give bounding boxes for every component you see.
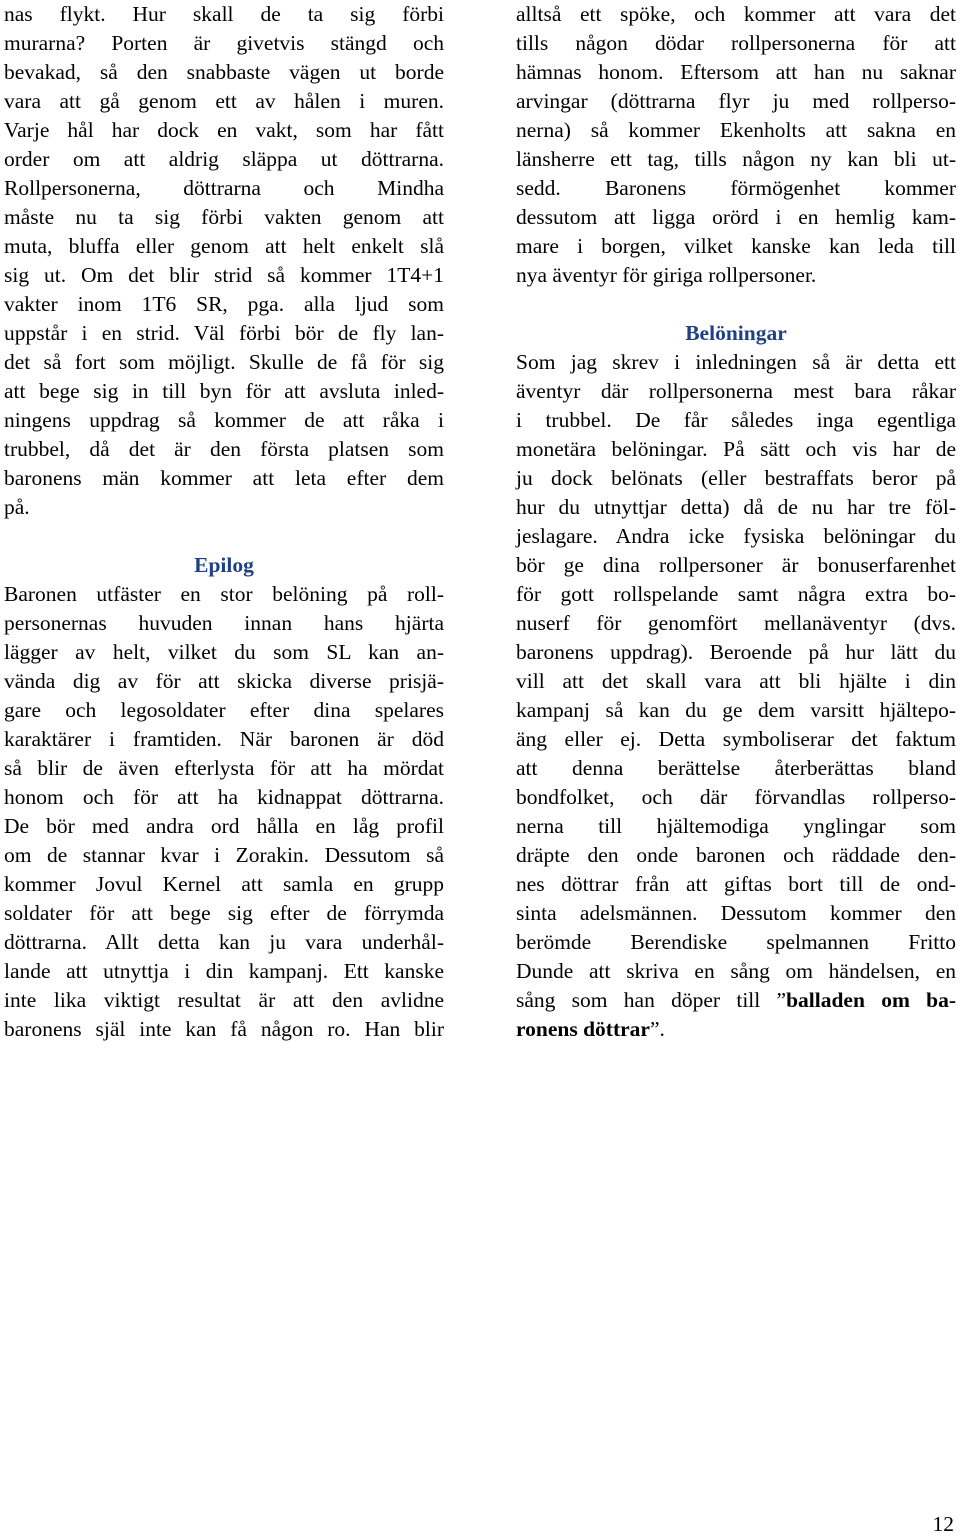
text-line: lägger av helt, vilket du som SL kan an- xyxy=(4,640,444,664)
text-line: nerna till hjältemodiga ynglingar som xyxy=(516,814,956,838)
text-segment: sång som han döper till ” xyxy=(516,988,787,1012)
bold-title-text: ronens döttrar xyxy=(516,1017,650,1041)
text-line: ju dock belönats (eller bestraffats beror på xyxy=(516,466,956,490)
text-line: nas flykt. Hur skall de ta sig förbi xyxy=(4,2,444,26)
text-line: kampanj så kan du ge dem varsitt hjältepo- xyxy=(516,698,956,722)
page-number: 12 xyxy=(932,1512,954,1536)
text-line: dräpte den onde baronen och räddade den- xyxy=(516,843,956,867)
text-line: i trubbel. De får således inga egentliga xyxy=(516,408,956,432)
text-line: nuserf för genomfört mellanäventyr (dvs. xyxy=(516,611,956,635)
text-line: murarna? Porten är givetvis stängd och xyxy=(4,31,444,55)
text-line: Dunde att skriva en sång om händelsen, en xyxy=(516,959,956,983)
text-line: tills någon dödar rollpersonerna för att xyxy=(516,31,956,55)
text-line: alltså ett spöke, och kommer att vara det xyxy=(516,2,956,26)
text-line: nya äventyr för giriga rollpersoner. xyxy=(516,263,817,287)
text-line: honom och för att ha kidnappat döttrarna. xyxy=(4,785,444,809)
text-line: dessutom att ligga orörd i en hemlig kam- xyxy=(516,205,956,229)
text-line: baronens män kommer att leta efter dem xyxy=(4,466,444,490)
paragraph-gap xyxy=(4,522,444,551)
text-line: bör ge dina rollpersoner är bonuserfarenhet xyxy=(516,553,956,577)
right-column xyxy=(516,0,956,1044)
text-line: måste nu ta sig förbi vakten genom att xyxy=(4,205,444,229)
text-line: vakter inom 1T6 SR, pga. alla ljud som xyxy=(4,292,444,316)
text-line: muta, bluffa eller genom att helt enkelt slå xyxy=(4,234,444,258)
text-line: så blir de även efterlysta för att ha mördat xyxy=(4,756,444,780)
text-line: inte lika viktigt resultat är att den avlidne xyxy=(4,988,444,1012)
text-line: kommer Jovul Kernel att samla en grupp xyxy=(4,872,444,896)
text-line: hämnas honom. Eftersom att han nu saknar xyxy=(516,60,956,84)
paragraph-gap xyxy=(516,290,956,319)
text-line: baronens uppdrag). Beroende på hur lätt du xyxy=(516,640,956,664)
text-line: lande att utnyttja i din kampanj. Ett kanske xyxy=(4,959,444,983)
text-line: uppstår i en strid. Väl förbi bör de fly lan- xyxy=(4,321,444,345)
text-line: nes döttrar från att giftas bort till de ond- xyxy=(516,872,956,896)
text-line: det så fort som möjligt. Skulle de få för sig xyxy=(4,350,444,374)
text-line: för gott rollspelande samt några extra bo- xyxy=(516,582,956,606)
bold-title-text: balladen om ba- xyxy=(786,988,956,1012)
text-line: Rollpersonerna, döttrarna och Mindha xyxy=(4,176,444,200)
text-line: bondfolket, och där förvandlas rollperso- xyxy=(516,785,956,809)
text-line: Baronen utfäster en stor belöning på roll- xyxy=(4,582,444,606)
text-line: nerna) så kommer Ekenholts att sakna en xyxy=(516,118,956,142)
text-line: monetära belöningar. På sätt och vis har de xyxy=(516,437,956,461)
left-column xyxy=(4,0,444,1044)
text-line: order om att aldrig släppa ut döttrarna. xyxy=(4,147,444,171)
text-line xyxy=(516,1015,956,1044)
text-line: gare och legosoldater efter dina spelares xyxy=(4,698,444,722)
text-line: äng eller ej. Detta symboliserar det faktum xyxy=(516,727,956,751)
text-line: att denna berättelse återberättas bland xyxy=(516,756,956,780)
text-line: karaktärer i framtiden. När baronen är död xyxy=(4,727,444,751)
text-line: sig ut. Om det blir strid så kommer 1T4+1 xyxy=(4,263,444,287)
text-line: Varje hål har dock en vakt, som har fått xyxy=(4,118,444,142)
text-line: soldater för att bege sig efter de förrymda xyxy=(4,901,444,925)
section-heading-beloningar: Belöningar xyxy=(685,321,787,345)
text-line: döttrarna. Allt detta kan ju vara underhål- xyxy=(4,930,444,954)
right-paragraph-2 xyxy=(516,348,956,1044)
text-line: jeslagare. Andra icke fysiska belöningar du xyxy=(516,524,956,548)
text-line xyxy=(516,986,956,1015)
text-line: sedd. Baronens förmögenhet kommer xyxy=(516,176,956,200)
text-line: hur du utnyttjar detta) då de nu har tre föl- xyxy=(516,495,956,519)
text-line: arvingar (döttrarna flyr ju med rollperso- xyxy=(516,89,956,113)
text-line: om de stannar kvar i Zorakin. Dessutom så xyxy=(4,843,444,867)
text-segment: ”. xyxy=(649,1017,665,1041)
text-line: länsherre ett tag, tills någon ny kan bli ut- xyxy=(516,147,956,171)
text-line: De bör med andra ord hålla en låg profil xyxy=(4,814,444,838)
text-line: trubbel, då det är den första platsen som xyxy=(4,437,444,461)
text-line: Som jag skrev i inledningen så är detta ett xyxy=(516,350,956,374)
text-line: vill att det skall vara att bli hjälte i din xyxy=(516,669,956,693)
section-heading-epilog: Epilog xyxy=(194,553,254,577)
text-line: personernas huvuden innan hans hjärta xyxy=(4,611,444,635)
left-paragraph-1 xyxy=(4,0,444,522)
left-paragraph-2 xyxy=(4,580,444,1044)
text-line: sinta adelsmännen. Dessutom kommer den xyxy=(516,901,956,925)
text-line: baronens själ inte kan få någon ro. Han blir xyxy=(4,1017,444,1041)
text-line: berömde Berendiske spelmannen Fritto xyxy=(516,930,956,954)
text-line: äventyr där rollpersonerna mest bara råkar xyxy=(516,379,956,403)
text-line: på. xyxy=(4,495,30,519)
text-line: vara att gå genom ett av hålen i muren. xyxy=(4,89,444,113)
text-line: bevakad, så den snabbaste vägen ut borde xyxy=(4,60,444,84)
text-line: mare i borgen, vilket kanske kan leda till xyxy=(516,234,956,258)
text-line: vända dig av för att skicka diverse prisjä- xyxy=(4,669,444,693)
right-paragraph-1 xyxy=(516,0,956,290)
text-line: att bege sig in till byn för att avsluta inled- xyxy=(4,379,444,403)
text-line: ningens uppdrag så kommer de att råka i xyxy=(4,408,444,432)
